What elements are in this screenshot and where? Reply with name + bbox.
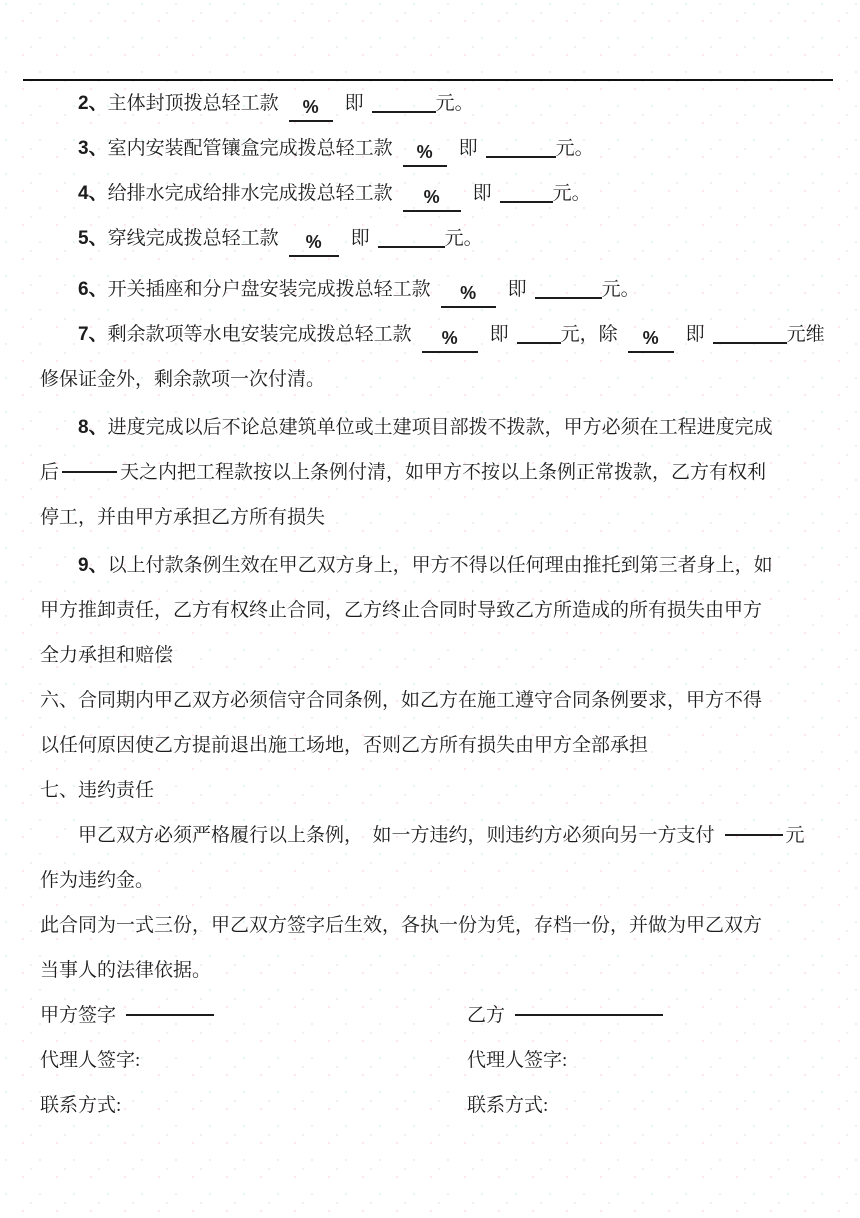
- clause-8-line1: 进度完成以后不论总建筑单位或土建项目部拨不拨款，甲方必须在工程进度完成: [107, 417, 773, 438]
- clause-7-percent-blank-2: [628, 327, 674, 353]
- clause-7-unit-1: 元，除: [560, 324, 618, 345]
- clause-2-text: 主体封顶拨总轻工款: [107, 93, 279, 114]
- clause-5-then: 即: [350, 228, 370, 249]
- percent-sign: %: [302, 97, 319, 117]
- clause-4-then: 即: [472, 183, 492, 204]
- percent-sign: %: [460, 283, 477, 303]
- clause-5: [40, 216, 830, 261]
- clause-9-number: 9、: [78, 555, 108, 576]
- party-b-signature: [467, 993, 830, 1038]
- clause-2-unit: 元。: [435, 93, 474, 114]
- clause-6: [40, 267, 830, 312]
- party-b-agent-label: 代理人签字:: [467, 1050, 568, 1071]
- closing-line2: 当事人的法律依据。: [40, 960, 212, 981]
- clause-7-then-1: 即: [489, 324, 509, 345]
- party-a-sign-label: 甲方签字: [40, 1005, 117, 1026]
- percent-sign: %: [441, 328, 458, 348]
- clause-9: [40, 543, 830, 588]
- clause-9-line3: 全力承担和赔偿: [40, 645, 174, 666]
- contact-row: [40, 1083, 830, 1128]
- clause-4-text: 给排水完成给排水完成拨总轻工款: [107, 183, 393, 204]
- clause-6-amount-blank: [535, 277, 602, 299]
- clause-3-number: 3、: [78, 138, 108, 159]
- days-blank: [62, 471, 117, 473]
- clause-3: [40, 126, 830, 171]
- clause-8-line3: 停工，并由甲方承担乙方所有损失: [40, 507, 326, 528]
- closing-line1: 此合同为一式三份，甲乙双方签字后生效，各执一份为凭，存档一份，并做为甲乙双方: [40, 915, 763, 936]
- clause-4-percent-blank: [403, 186, 461, 212]
- clause-7-amount-blank-1: [517, 322, 561, 344]
- clause-8-line2-pre: 后: [40, 462, 60, 483]
- breach-line1-post: 元: [785, 825, 805, 846]
- clause-7-text: 剩余款项等水电安装完成拨总轻工款: [107, 324, 412, 345]
- clause-4-number: 4、: [78, 183, 108, 204]
- clause-8-line2: [40, 450, 830, 495]
- clause-6-then: 即: [507, 279, 527, 300]
- percent-sign: %: [642, 328, 659, 348]
- section-6-line2: 以任何原因使乙方提前退出施工场地，否则乙方所有损失由甲方全部承担: [40, 735, 649, 756]
- percent-sign: %: [305, 232, 322, 252]
- clause-7-number: 7、: [78, 324, 108, 345]
- party-a-contact-label: 联系方式:: [40, 1095, 122, 1116]
- section-6-line1: 六、合同期内甲乙双方必须信守合同条例，如乙方在施工遵守合同条例要求，甲方不得: [40, 690, 763, 711]
- party-a-signature: [40, 993, 467, 1038]
- clause-7: [40, 312, 830, 357]
- breach-line1: [40, 813, 830, 858]
- clause-4: [40, 171, 830, 216]
- clause-7-percent-blank-1: [422, 327, 478, 353]
- clause-9-line1: 以上付款条例生效在甲乙双方身上，甲方不得以任何理由推托到第三者身上，如: [107, 555, 773, 576]
- clause-8-number: 8、: [78, 417, 108, 438]
- party-b-signature-line: [515, 1014, 663, 1016]
- party-a-agent-label: 代理人签字:: [40, 1050, 141, 1071]
- clause-5-percent-blank: [289, 231, 339, 257]
- clause-7-then-2: 即: [685, 324, 705, 345]
- penalty-amount-blank: [725, 834, 783, 836]
- clause-5-unit: 元。: [444, 228, 483, 249]
- percent-sign: %: [416, 142, 433, 162]
- clause-3-text: 室内安装配管镶盒完成拨总轻工款: [107, 138, 393, 159]
- agent-row: [40, 1038, 830, 1083]
- percent-sign: %: [423, 187, 440, 207]
- clause-2-amount-blank: [372, 91, 436, 113]
- clause-5-amount-blank: [378, 226, 445, 248]
- clause-5-number: 5、: [78, 228, 108, 249]
- clause-6-unit: 元。: [601, 279, 640, 300]
- clause-3-amount-blank: [486, 136, 556, 158]
- clause-2: [40, 81, 830, 126]
- clause-3-then: 即: [458, 138, 478, 159]
- clause-2-then: 即: [344, 93, 364, 114]
- clause-3-unit: 元。: [555, 138, 594, 159]
- clause-7-unit-2: 元维: [786, 324, 825, 345]
- breach-line2: 作为违约金。: [40, 870, 155, 891]
- clause-8: [40, 405, 830, 450]
- clause-6-percent-blank: [441, 282, 496, 308]
- section-7-title: 七、违约责任: [40, 780, 155, 801]
- clause-9-line2: 甲方推卸责任，乙方有权终止合同，乙方终止合同时导致乙方所造成的所有损失由甲方: [40, 600, 763, 621]
- clause-4-amount-blank: [500, 181, 553, 203]
- signature-row: [40, 993, 830, 1038]
- clause-8-line2-post: 天之内把工程款按以上条例付清，如甲方不按以上条例正常拨款，乙方有权利: [120, 462, 767, 483]
- clause-3-percent-blank: [403, 141, 447, 167]
- party-b-sign-label: 乙方: [467, 1005, 506, 1026]
- clause-4-unit: 元。: [552, 183, 591, 204]
- party-b-contact-label: 联系方式:: [467, 1095, 549, 1116]
- breach-line1-pre: 甲乙双方必须严格履行以上条例， 如一方违约，则违约方必须向另一方支付: [78, 825, 715, 846]
- clause-6-number: 6、: [78, 279, 108, 300]
- clause-2-number: 2、: [78, 93, 108, 114]
- clause-7-continuation: 修保证金外，剩余款项一次付清。: [40, 369, 326, 390]
- clause-7-amount-blank-2: [713, 322, 787, 344]
- party-a-signature-line: [126, 1014, 214, 1016]
- contract-body: [40, 81, 830, 1128]
- clause-6-text: 开关插座和分户盘安装完成拨总轻工款: [107, 279, 431, 300]
- clause-2-percent-blank: [289, 96, 333, 122]
- clause-5-text: 穿线完成拨总轻工款: [107, 228, 279, 249]
